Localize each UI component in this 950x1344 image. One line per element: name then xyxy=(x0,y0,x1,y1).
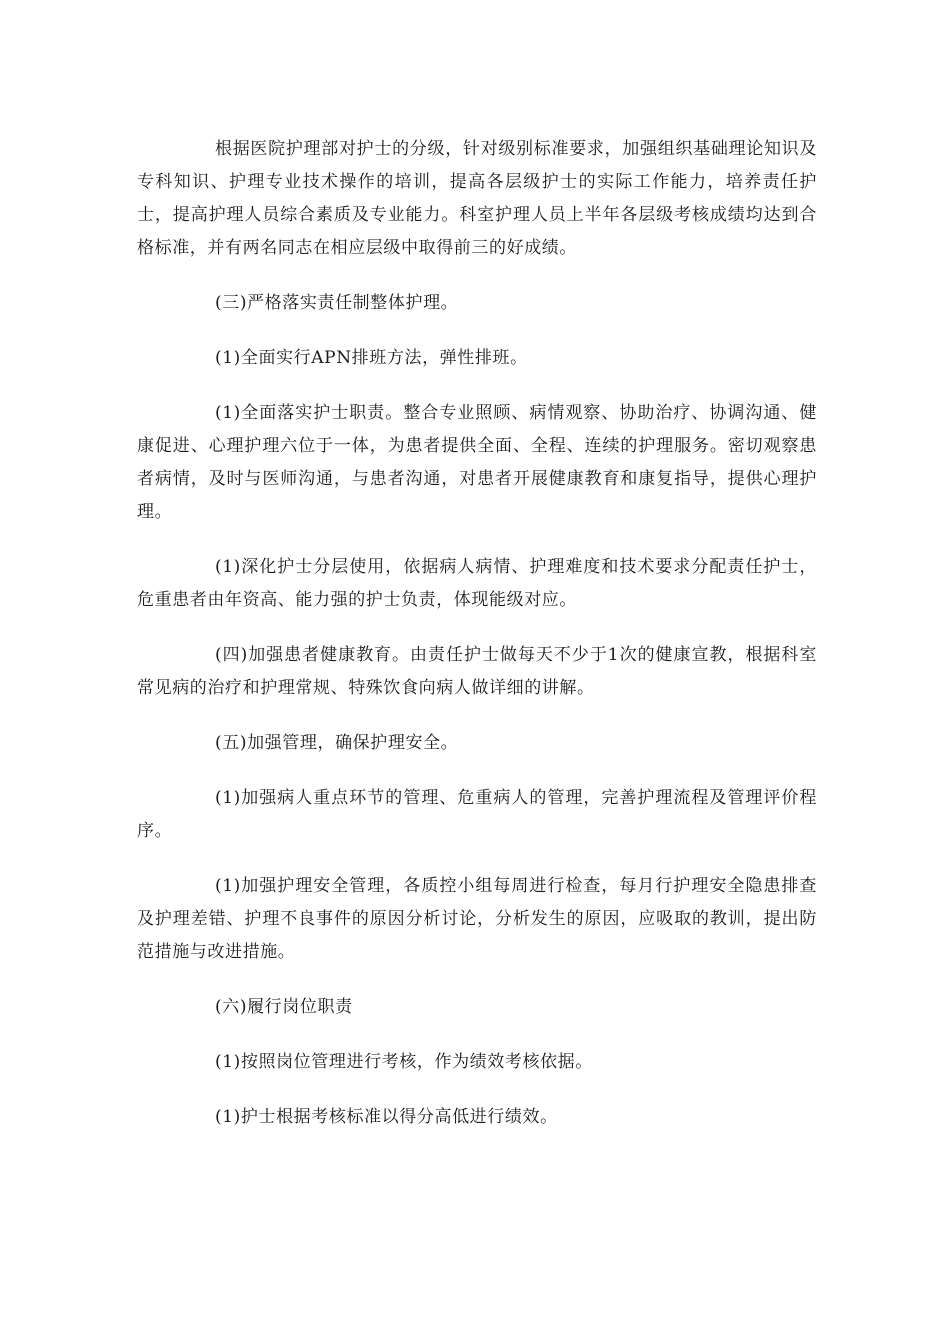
paragraph-apn-scheduling: (1)全面实行APN排班方法，弹性排班。 xyxy=(215,348,528,368)
paragraph-training: 根据医院护理部对护士的分级，针对级别标准要求，加强组织基础理论知识及专科知识、护理专业技术操作的培训，提高各层级护士的实际工作能力，培养责任护士，提高护理人员综合素质及专业能力。科室护理人员上半年各层级考核成绩均达到合格标准，并有两名同志在相应层级中取得前三的好成绩。 xyxy=(137,139,817,258)
heading-section-6: (六)履行岗位职责 xyxy=(215,997,353,1017)
paragraph-layered-use: (1)深化护士分层使用，依据病人病情、护理难度和技术要求分配责任护士，危重患者由年资高、能力强的护士负责，体现能级对应。 xyxy=(137,557,817,610)
paragraph-nurse-duties: (1)全面落实护士职责。整合专业照顾、病情观察、协助治疗、协调沟通、健康促进、心理护理六位于一体，为患者提供全面、全程、连续的护理服务。密切观察患者病情，及时与医师沟通，与患者沟通，对患者开展健康教育和康复指导，提供心理护理。 xyxy=(137,403,817,522)
document-body xyxy=(137,133,817,1156)
heading-section-3: (三)严格落实责任制整体护理。 xyxy=(215,293,459,313)
heading-section-4: (四)加强患者健康教育。由责任护士做每天不少于1次的健康宣教，根据科室常见病的治疗和护理常规、特殊饮食向病人做详细的讲解。 xyxy=(137,645,817,698)
paragraph-safety-management: (1)加强护理安全管理，各质控小组每周进行检查，每月行护理安全隐患排查及护理差错、护理不良事件的原因分析讨论，分析发生的原因，应吸取的教训，提出防范措施与改进措施。 xyxy=(137,876,817,962)
paragraph-key-management: (1)加强病人重点环节的管理、危重病人的管理，完善护理流程及管理评价程序。 xyxy=(137,788,817,841)
heading-section-5: (五)加强管理，确保护理安全。 xyxy=(215,733,459,753)
paragraph-post-assessment: (1)按照岗位管理进行考核，作为绩效考核依据。 xyxy=(215,1052,593,1072)
paragraph-performance: (1)护士根据考核标准以得分高低进行绩效。 xyxy=(215,1107,558,1127)
